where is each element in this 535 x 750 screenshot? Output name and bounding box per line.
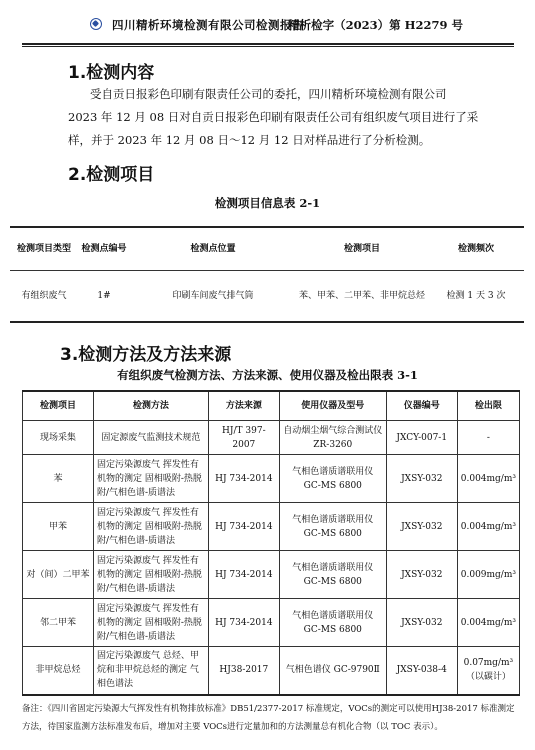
cell-instrument-no: JXCY-007-1 (386, 421, 457, 455)
cell-method: 固定污染源废气 挥发性有机物的测定 固相吸附-热脱附/气相色谱-质谱法 (93, 599, 208, 647)
cell-item: 甲苯 (23, 503, 94, 551)
col-header-source: 方法来源 (208, 391, 279, 421)
report-header (0, 0, 535, 44)
cell-instrument-no: JXSY-032 (386, 503, 457, 551)
cell-detection-limit: 0.004mg/m³ (457, 503, 519, 551)
method-table (22, 390, 520, 696)
body-line-3: 样，并于 2023 年 12 月 08 日～12 月 12 日对样品进行了分析检测。 (68, 133, 431, 147)
cell-method: 固定污染源废气 挥发性有机物的测定 固相吸附-热脱附/气相色谱-质谱法 (93, 455, 208, 503)
cell-instrument-no: JXSY-038-4 (386, 647, 457, 695)
col-header-instrument-no: 仪器编号 (386, 391, 457, 421)
cell-instrument: 自动烟尘烟气综合测试仪 ZR-3260 (279, 421, 386, 455)
cell-item: 苯 (23, 455, 94, 503)
table-row (23, 647, 520, 695)
table-2-1-caption: 检测项目信息表 2-1 (214, 196, 321, 210)
cell-detection-limit: - (457, 421, 519, 455)
col-header-point-no: 检测点编号 (78, 227, 130, 271)
table-header-row (23, 391, 520, 421)
cell-source: HJ 734-2014 (208, 503, 279, 551)
cell-instrument: 气相色谱质谱联用仪 GC-MS 6800 (279, 503, 386, 551)
table-row (23, 421, 520, 455)
cell-item: 对（间）二甲苯 (23, 551, 94, 599)
table-row (23, 503, 520, 551)
cell-items: 苯、甲苯、二甲苯、非甲烷总烃 (296, 271, 428, 323)
col-header-method: 检测方法 (93, 391, 208, 421)
header-divider-thin (22, 46, 514, 47)
table-row (23, 455, 520, 503)
cell-item: 邻二甲苯 (23, 599, 94, 647)
cell-instrument: 气相色谱质谱联用仪 GC-MS 6800 (279, 455, 386, 503)
cell-point-no: 1# (78, 271, 130, 323)
cell-source: HJ 734-2014 (208, 551, 279, 599)
section-3-title: 3.检测方法及方法来源 (60, 345, 232, 365)
cell-source: HJ38-2017 (208, 647, 279, 695)
cell-method: 固定污染源废气 总烃、甲烷和非甲烷总烃的测定 气相色谱法 (93, 647, 208, 695)
cell-detection-limit: 0.009mg/m³ (457, 551, 519, 599)
cell-instrument: 气相色谱质谱联用仪 GC-MS 6800 (279, 551, 386, 599)
cell-method: 固定源废气监测技术规范 (93, 421, 208, 455)
table-row (23, 599, 520, 647)
col-header-frequency: 检测频次 (428, 227, 524, 271)
cell-detection-limit: 0.004mg/m³ (457, 455, 519, 503)
cell-instrument-no: JXSY-032 (386, 599, 457, 647)
section-1-title: 1.检测内容 (68, 63, 155, 83)
cell-source: HJ/T 397-2007 (208, 421, 279, 455)
cell-detection-limit: 0.07mg/m³（以碳计） (457, 647, 519, 695)
cell-method: 固定污染源废气 挥发性有机物的测定 固相吸附-热脱附/气相色谱-质谱法 (93, 503, 208, 551)
table-row (10, 271, 524, 323)
table-header-row (10, 227, 524, 271)
col-header-location: 检测点位置 (130, 227, 296, 271)
cell-instrument-no: JXSY-032 (386, 455, 457, 503)
company-report-title: 四川精析环境检测有限公司检测报告 (112, 18, 304, 32)
cell-detection-limit: 0.004mg/m³ (457, 599, 519, 647)
cell-instrument: 气相色谱质谱联用仪 GC-MS 6800 (279, 599, 386, 647)
col-header-instrument: 使用仪器及型号 (279, 391, 386, 421)
cell-instrument-no: JXSY-032 (386, 551, 457, 599)
col-header-type: 检测项目类型 (10, 227, 78, 271)
cell-frequency: 检测 1 天 3 次 (428, 271, 524, 323)
col-header-item: 检测项目 (23, 391, 94, 421)
cell-item: 非甲烷总烃 (23, 647, 94, 695)
section-1-body (68, 83, 488, 152)
cell-item: 现场采集 (23, 421, 94, 455)
cell-source: HJ 734-2014 (208, 599, 279, 647)
table-row (23, 551, 520, 599)
body-line-1: 受自贡日报彩色印刷有限责任公司的委托，四川精析环境检测有限公司 (90, 87, 447, 101)
report-number: 精析检字（2023）第 H2279 号 (288, 18, 463, 32)
body-line-2: 2023 年 12 月 08 日对自贡日报彩色印刷有限责任公司有组织废气项目进行了采 (68, 110, 479, 124)
col-header-detection-limit: 检出限 (457, 391, 519, 421)
company-logo-icon (90, 18, 102, 30)
cell-location: 印刷车间废气排气筒 (130, 271, 296, 323)
cell-instrument: 气相色谱仪 GC-9790Ⅱ (279, 647, 386, 695)
detection-item-table (10, 226, 524, 323)
cell-source: HJ 734-2014 (208, 455, 279, 503)
cell-method: 固定污染源废气 挥发性有机物的测定 固相吸附-热脱附/气相色谱-质谱法 (93, 551, 208, 599)
header-divider (22, 43, 514, 45)
footnote: 备注：《四川省固定污染源大气挥发性有机物排放标准》DB51/2377-2017 标准规定，VOCs的测定可以使用HJ38-2017 标准测定方法，待国家监测方法标准发布后，增加对主要 VOCs进行定量加和的方法测量总有机化合物（以 TOC 表示）。 (22, 704, 515, 732)
cell-type: 有组织废气 (10, 271, 78, 323)
table-3-1-caption: 有组织废气检测方法、方法来源、使用仪器及检出限表 3-1 (117, 368, 418, 382)
col-header-items: 检测项目 (296, 227, 428, 271)
section-2-title: 2.检测项目 (68, 165, 155, 185)
